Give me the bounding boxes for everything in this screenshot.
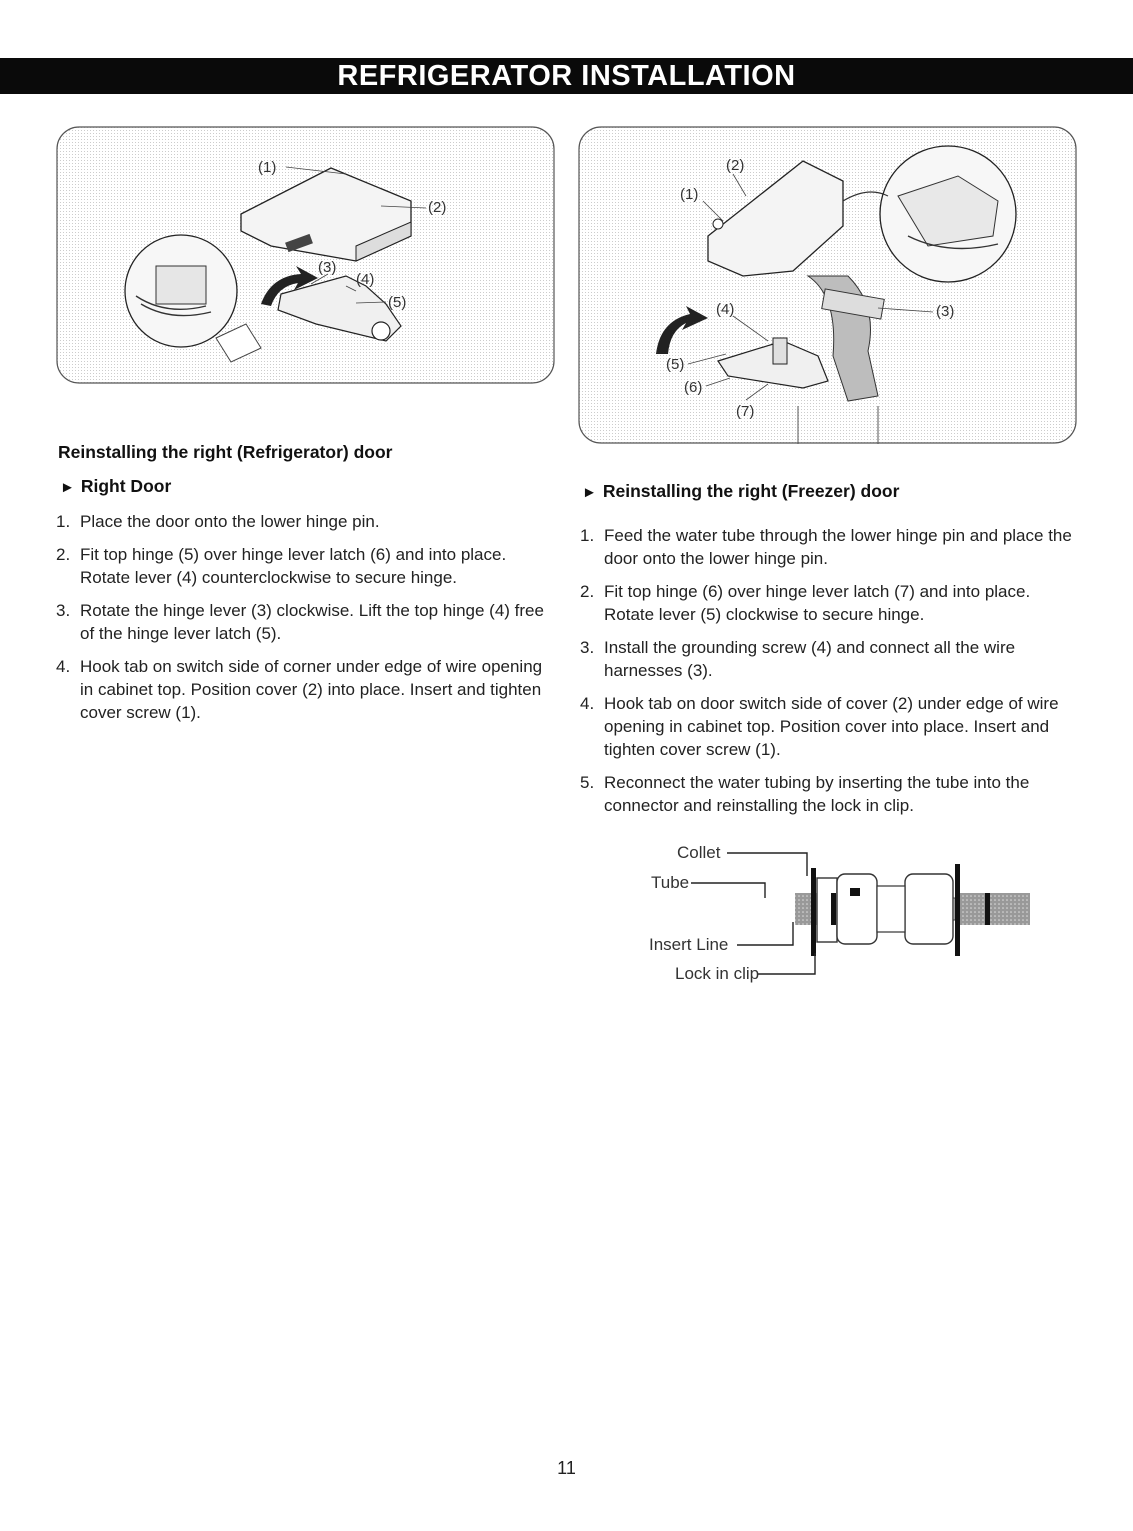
- list-item: 1. Feed the water tube through the lower hinge pin and place the door onto the lower hinge pin.: [580, 526, 1072, 568]
- list-item: 2. Fit top hinge (6) over hinge lever latch (7) and into place. Rotate lever (5) clockwise to secure hinge.: [580, 582, 1031, 624]
- callout-3: (3): [318, 259, 337, 276]
- insert-line-label: Insert Line: [649, 935, 729, 954]
- right-steps-list: [580, 524, 1080, 827]
- water-tube-connector-diagram: [645, 838, 1035, 988]
- page-title: REFRIGERATOR INSTALLATION: [0, 58, 1133, 94]
- callout-1: (1): [680, 186, 699, 203]
- bullet-arrow-icon: ►: [60, 479, 75, 496]
- list-item: 4. Hook tab on switch side of corner under edge of wire opening in cabinet top. Position cover (2) into place. Insert and tighten cover screw (1).: [56, 657, 543, 722]
- callout-3: (3): [936, 303, 955, 320]
- right-door-hinge-figure: [56, 126, 556, 386]
- bullet-arrow-icon: ►: [582, 484, 597, 501]
- freezer-door-hinge-figure: [578, 126, 1078, 446]
- list-item: 3. Rotate the hinge lever (3) clockwise. Lift the top hinge (4) free of the hinge lever latch (5).: [56, 601, 544, 643]
- refrigerator-door-heading: Reinstalling the right (Refrigerator) door: [58, 442, 393, 462]
- page-number: 11: [557, 1458, 576, 1478]
- callout-6: (6): [684, 379, 703, 396]
- list-item: 3. Install the grounding screw (4) and connect all the wire harnesses (3).: [580, 638, 1016, 680]
- callout-2: (2): [726, 157, 745, 174]
- water-tube-outlet: [955, 893, 1030, 925]
- right-door-subheading: [60, 476, 171, 497]
- lock-in-clip: [811, 868, 816, 956]
- subheading-label: Right Door: [80, 476, 172, 496]
- freezer-door-heading: [582, 481, 899, 502]
- callout-4: (4): [356, 271, 375, 288]
- list-item: 5. Reconnect the water tubing by inserting the tube into the connector and reinstalling the lock in clip.: [580, 773, 1030, 815]
- list-item: 2. Fit top hinge (5) over hinge lever latch (6) and into place. Rotate lever (4) counterclockwise to secure hinge.: [56, 545, 507, 587]
- figure-frame: [57, 127, 554, 383]
- callout-2: (2): [428, 199, 447, 216]
- left-steps-list: [56, 510, 556, 734]
- callout-1: (1): [258, 159, 277, 176]
- callout-7: (7): [736, 403, 755, 420]
- tube-label: Tube: [651, 873, 690, 892]
- collet-label: Collet: [677, 843, 721, 862]
- lock-in-clip-label: Lock in clip: [675, 964, 760, 983]
- list-item: 1. Place the door onto the lower hinge pin.: [56, 512, 380, 531]
- callout-4: (4): [716, 301, 735, 318]
- heading-label: Reinstalling the right (Freezer) door: [602, 481, 900, 501]
- callout-5: (5): [666, 356, 685, 373]
- list-item: 4. Hook tab on door switch side of cover (2) under edge of wire opening in cabinet top. Position cover into place. Insert and tighten cover screw (1).: [580, 694, 1059, 759]
- callout-5: (5): [388, 294, 407, 311]
